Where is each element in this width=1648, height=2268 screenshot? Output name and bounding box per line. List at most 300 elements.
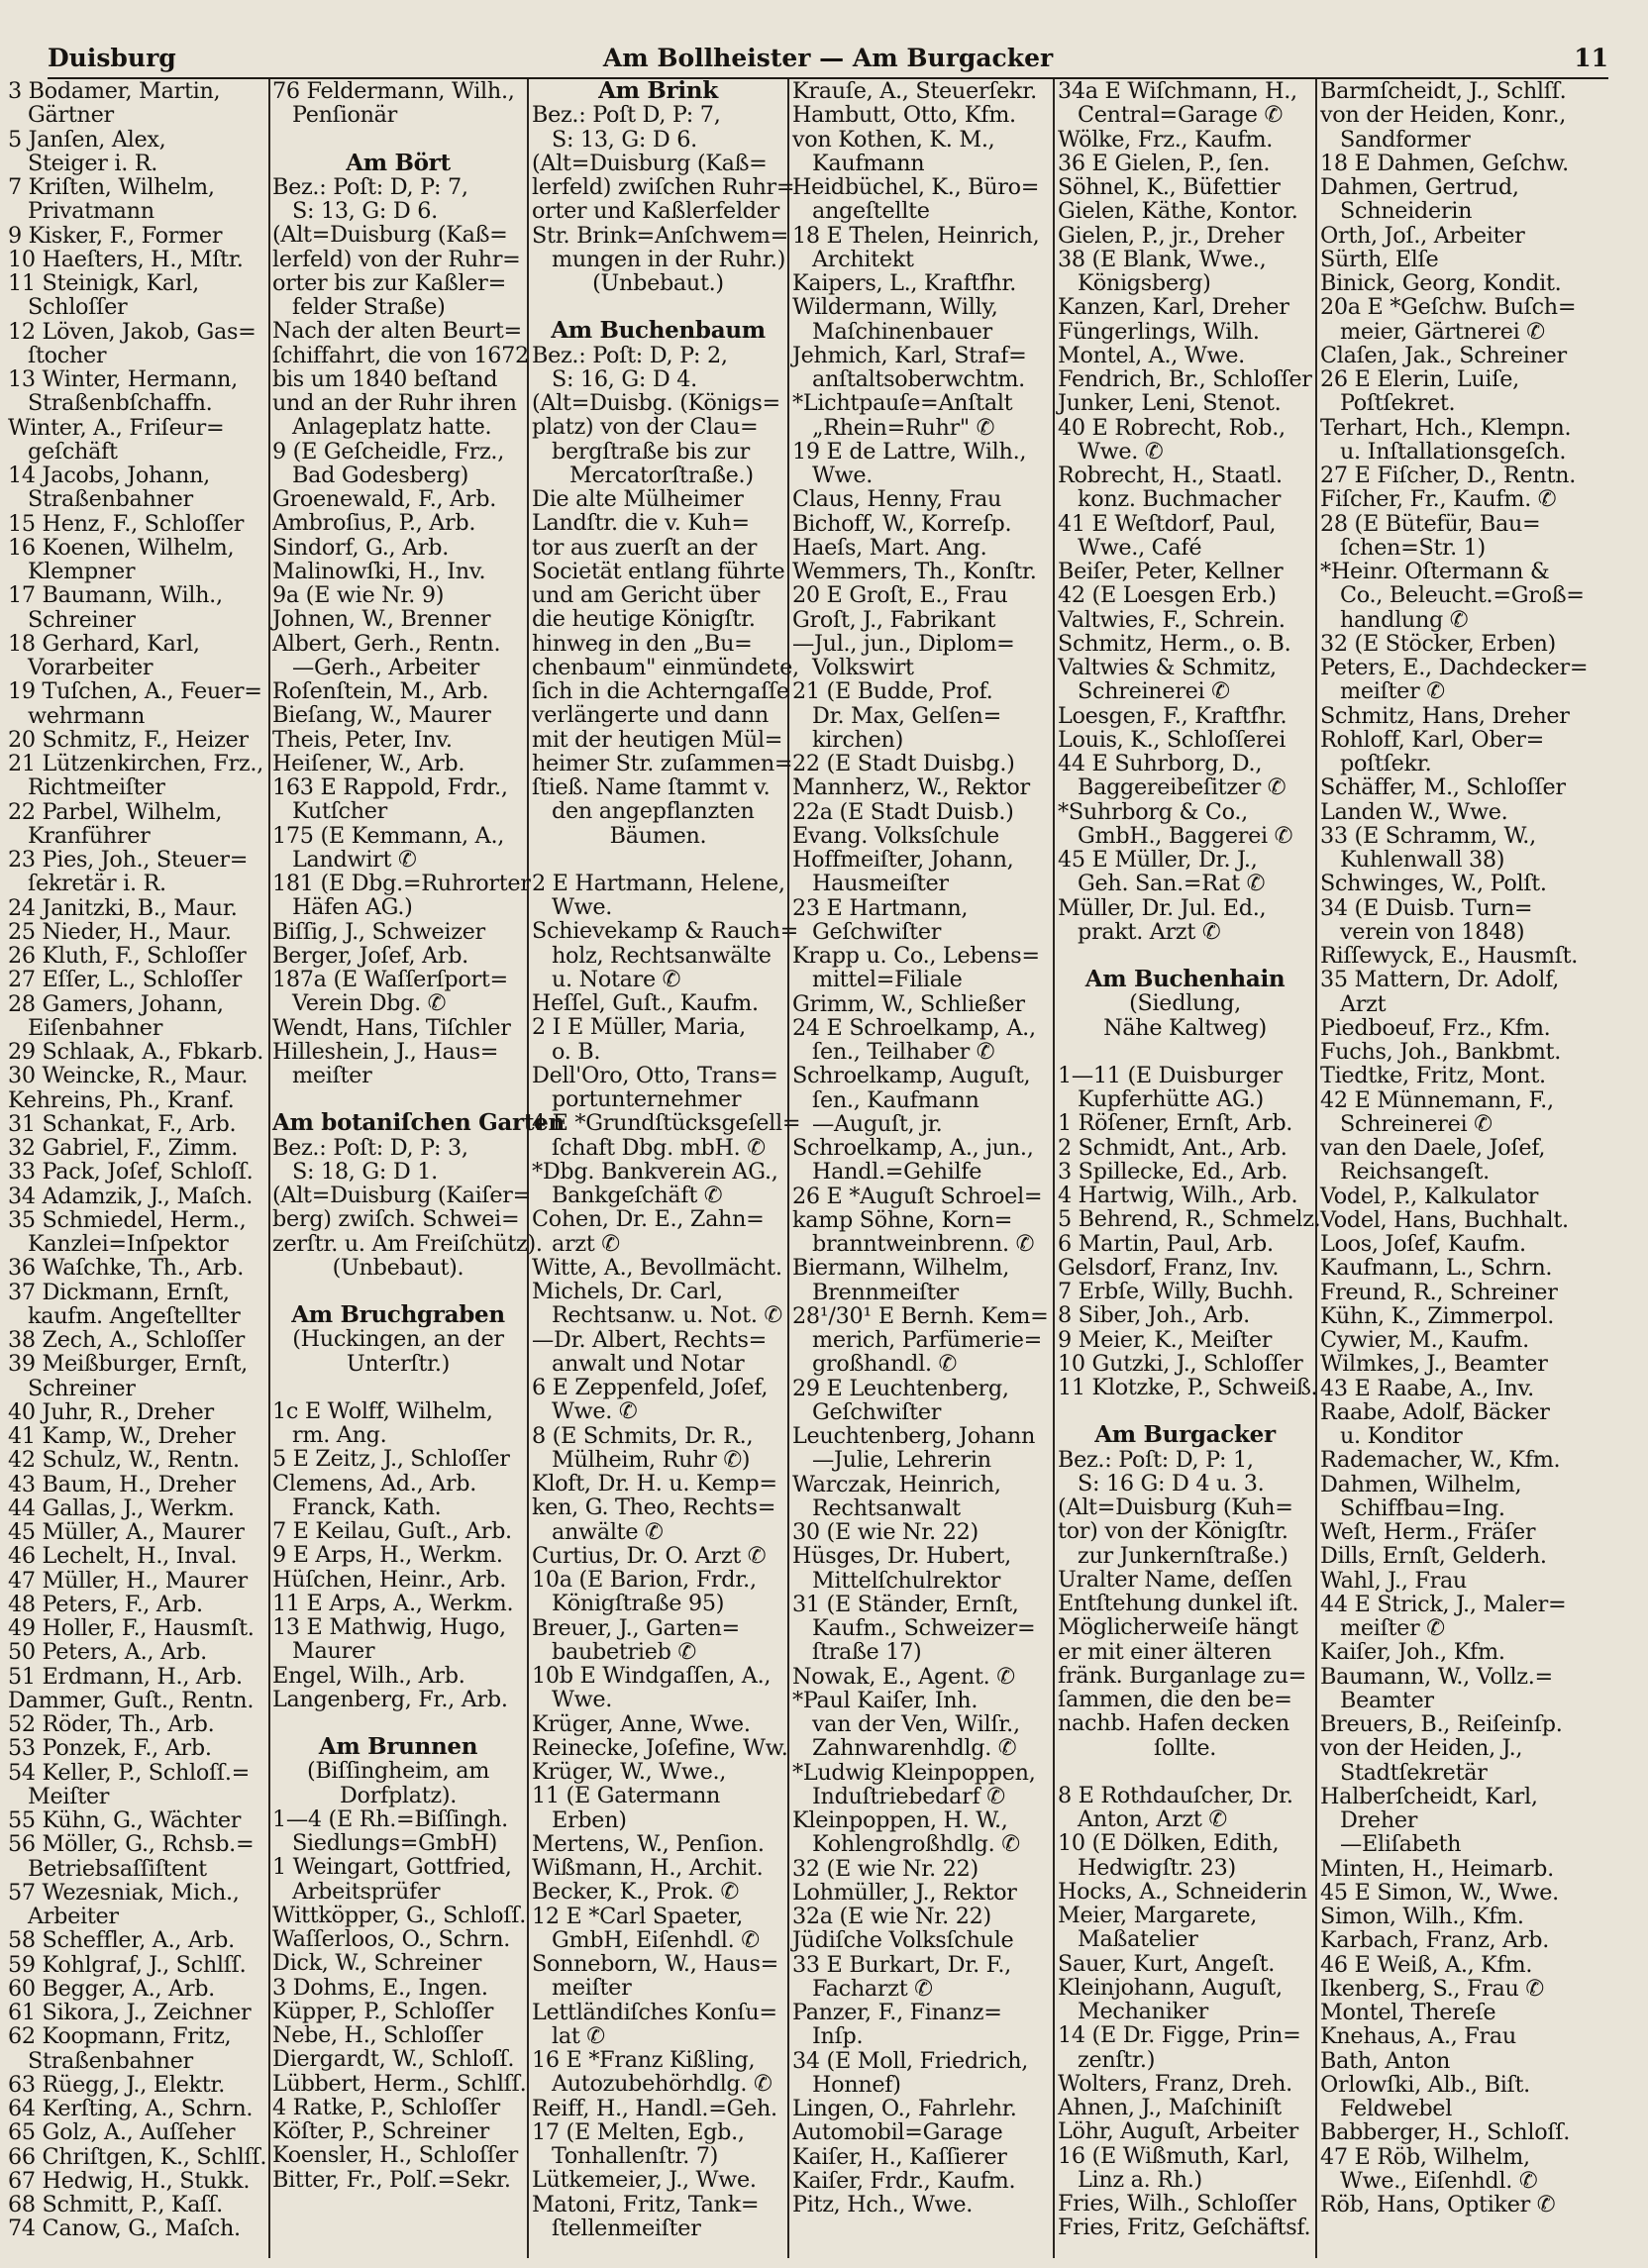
entry-line: Winter, A., Friſeur= [8,414,225,441]
entry-line: Bez.: Poſt: D, P: 7, [272,173,468,200]
entry-line: Central=Garage ✆ [1078,102,1283,129]
entry-line: ſchen=Str. 1) [1340,534,1486,561]
entry-line: Loos, Joſef, Kaufm. [1320,1231,1526,1257]
entry-line: Heiſener, W., Arb. [272,750,465,776]
street-note-line: Bäumen. [609,822,707,849]
entry-line: 46 E Weiß, A., Kfm. [1320,1951,1533,1978]
entry-line: Mittelſchulrektor [812,1567,1001,1594]
entry-line: 42 (E Loesgen Erb.) [1058,582,1277,609]
entry-line: u. Konditor [1340,1423,1463,1449]
entry-line: Diergardt, W., Schloſſ. [272,2046,515,2073]
entry-line: 32a (E wie Nr. 22) [792,1904,991,1929]
entry-line: 38 Zech, A., Schloſſer [8,1327,245,1353]
entry-line: 37 Dickmann, Ernſt, [8,1279,230,1305]
entry-line: 12 Löven, Jakob, Gas= [8,318,257,345]
entry-line: Roſenſtein, M., Arb. [272,678,489,704]
entry-line: Orth, Joſ., Arbeiter [1320,222,1525,249]
entry-line: zerſtr. u. Am Freiſchütz). [272,1230,543,1257]
entry-line: Jüdiſche Volksſchule [792,1927,1014,1954]
entry-line: Feldwebel [1340,2096,1453,2121]
entry-line: Gielen, Käthe, Kontor. [1058,198,1298,225]
entry-line: 5 Behrend, R., Schmelz. [1058,1206,1321,1233]
entry-line: 44 Gallas, J., Werkm. [8,1495,235,1521]
entry-line: 7 Erbſe, Willy, Buchh. [1058,1279,1294,1304]
entry-line: Raabe, Adolf, Bäcker [1320,1398,1550,1425]
street-note-line: Dorfplatz). [339,1782,458,1808]
entry-line: 34 (E Moll, Friedrich, [792,2047,1029,2074]
street-note-line: (Unbebaut.) [592,270,724,296]
entry-line: Koensler, H., Schloſſer [272,2142,519,2169]
entry-line: Kühn, K., Zimmerpol. [1320,1302,1555,1329]
entry-line: 56 Möller, G., Rchsb.= [8,1831,255,1858]
entry-line: mit der heutigen Mül= [532,726,783,753]
entry-line: Leuchtenberg, Johann [792,1423,1036,1449]
entry-line: 59 Kohlgraf, J., Schlſſ. [8,1951,247,1978]
entry-line: Krüger, Anne, Wwe. [532,1710,751,1737]
entry-line: Lettländiſches Konſu= [532,1999,777,2025]
entry-line: Heidbüchel, K., Büro= [792,174,1040,200]
entry-line: Kaipers, L., Kraftfhr. [792,270,1017,296]
entry-line: Maſchinenbauer [812,318,992,345]
directory-column-4 [792,79,1050,2258]
spacer [1058,944,1312,968]
entry-line: Füngerlings, Wilh. [1058,318,1260,345]
entry-line: Theis, Peter, Inv. [272,726,453,753]
entry-line: 50 Peters, A., Arb. [8,1639,207,1666]
street-heading: Am Brunnen [318,1733,478,1760]
entry-line: 181 (E Dbg.=Ruhrorter [272,871,531,896]
entry-line: 32 (E wie Nr. 22) [792,1855,978,1882]
entry-line: Kleinpoppen, H. W., [792,1807,1008,1833]
entry-line: Biſſig, J., Schweizer [272,918,485,945]
entry-line: 52 Röder, Th., Arb. [8,1711,215,1737]
entry-line: Söhnel, K., Büfettier [1058,174,1281,200]
entry-line: Valtwies & Schmitz, [1058,655,1277,680]
entry-line: 36 E Gielen, P., ſen. [1058,150,1271,176]
entry-line: meiſter [552,1975,632,2002]
entry-line: 32 (E Stöcker, Erben) [1320,630,1556,657]
entry-line: Montel, A., Wwe. [1058,342,1245,368]
street-heading: Am Brink [598,77,718,104]
entry-line: Clemens, Ad., Arb. [272,1470,477,1496]
entry-line: holz, Rechtsanwälte [552,942,772,969]
entry-line: Reichsangeſt. [1340,1159,1490,1186]
street-range-title: Am Bollheister — Am Burgacker [602,44,1054,72]
entry-line: 43 E Raabe, A., Inv. [1320,1375,1534,1401]
entry-line: Hoffmeiſter, Johann, [792,847,1014,873]
entry-line: Kaufmann [812,150,925,176]
entry-line: anwälte ✆ [552,1518,664,1545]
entry-line: Baggereibeſitzer ✆ [1078,774,1287,801]
entry-line: Sauer, Kurt, Angeſt. [1058,1950,1276,1977]
entry-line: 13 E Mathwig, Hugo, [272,1614,506,1640]
entry-line: Röb, Hans, Optiker ✆ [1320,2192,1556,2217]
entry-line: Evang. Volksſchule [792,822,999,849]
entry-line: Fiſcher, Fr., Kaufm. ✆ [1320,486,1557,513]
entry-line: —Dr. Albert, Rechts= [532,1326,767,1353]
entry-line: Maßatelier [1078,1926,1198,1953]
entry-line: *Heinr. Oſtermann & [1320,559,1550,584]
entry-line: Volkswirt [812,655,914,680]
spacer [272,128,524,152]
entry-line: Penſionär [292,102,397,129]
entry-line: 1—11 (E Duisburger [1058,1062,1283,1088]
entry-line: Schroelkamp, A., jun., [792,1135,1034,1161]
entry-line: Schäffer, M., Schloſſer [1320,774,1566,801]
entry-line: 40 E Robrecht, Rob., [1058,414,1286,441]
entry-line: Nebe, H., Schloſſer [272,2022,483,2048]
entry-line: Michels, Dr. Carl, [532,1279,723,1304]
entry-line: 9 Kisker, F., Former [8,222,223,249]
entry-line: Claſen, Jak., Schreiner [1320,342,1567,368]
entry-line: die heutige Königſtr. [532,606,756,633]
entry-line: kirchen) [812,726,904,753]
entry-line: 17 Baumann, Wilh., [8,582,223,609]
entry-line: platz) von der Clau= [532,414,759,441]
entry-line: handlung ✆ [1340,606,1469,633]
entry-line: Siedlungs=GmbH) [292,1830,497,1856]
entry-line: meiſter ✆ [1340,1615,1445,1641]
entry-line: Handl.=Gehilfe [812,1159,982,1186]
entry-line: Facharzt ✆ [812,1975,933,2002]
entry-line: 8 E Rothdauſcher, Dr. [1058,1782,1293,1808]
entry-line: Breuers, B., Reiſeinſp. [1320,1711,1563,1737]
directory-column-2 [272,78,565,2258]
entry-line: Häfen AG.) [292,894,413,921]
entry-line: 20a E *Geſchw. Buſch= [1320,294,1577,321]
entry-line: 31 Schankat, F., Arb. [8,1110,237,1137]
entry-line: Freund, R., Schreiner [1320,1279,1558,1305]
entry-line: Peters, E., Dachdecker= [1320,655,1589,680]
entry-line: 187a (E Waſſerſport= [272,967,508,992]
entry-line: 4 Hartwig, Wilh., Arb. [1058,1183,1298,1208]
entry-line: Beamter [1340,1687,1434,1713]
entry-line: 21 (E Budde, Prof. [792,678,993,705]
entry-line: 21 Lützenkirchen, Frz., [8,751,263,776]
entry-line: Wilmkes, J., Beamter [1320,1351,1548,1378]
entry-line: 13 Winter, Hermann, [8,366,238,392]
entry-line: Karbach, Franz, Arb. [1320,1927,1550,1954]
entry-line: 3 Bodamer, Martin, [8,78,221,104]
entry-line: o. B. [552,1038,601,1065]
entry-line: S: 18, G: D 1. [292,1158,438,1185]
entry-line: Riſſewyck, E., Hausmſt. [1320,943,1579,969]
entry-line: 33 E Burkart, Dr. F., [792,1951,1011,1978]
entry-line: 17 (E Melten, Egb., [532,2118,745,2145]
entry-line: 44 E Suhrborg, D., [1058,751,1263,776]
entry-line: Wolters, Franz, Dreh. [1058,2070,1292,2097]
entry-line: Straßenbſchaffn. [28,390,213,417]
entry-line: 2 I E Müller, Maria, [532,1014,746,1041]
entry-line: 19 E de Lattre, Wilh., [792,438,1027,464]
entry-line: Kaufmann, L., Schrn. [1320,1255,1553,1282]
entry-line: Bankgeſchäft ✆ [552,1183,723,1208]
entry-line: Anton, Arzt ✆ [1078,1806,1227,1832]
entry-line: portunternehmer [552,1086,742,1112]
entry-line: Hüsges, Dr. Hubert, [792,1543,1011,1570]
entry-line: 2 E Hartmann, Helene, [532,870,785,896]
entry-line: Betriebsaſſiſtent [28,1855,207,1882]
entry-line: Schmitz, Herm., o. B. [1058,630,1291,657]
entry-line: ſchiffahrt, die von 1672 [272,342,529,368]
entry-line: Geſchwiſter [812,1398,942,1425]
entry-line: (Alt=Duisbg. (Königs= [532,390,780,416]
entry-line: Terhart, Hch., Klempn. [1320,414,1572,441]
entry-line: ſen., Teilhaber ✆ [812,1039,995,1065]
entry-line: 34a E Wiſchmann, H., [1058,78,1297,104]
entry-line: 45 E Müller, Dr. J., [1058,847,1258,873]
entry-line: Hüſchen, Heinr., Arb. [272,1566,507,1593]
entry-line: Waſſerloos, O., Schrn. [272,1926,511,1952]
entry-line: Kloft, Dr. H. u. Kemp= [532,1471,777,1496]
entry-line: anwalt und Notar [552,1350,745,1377]
entry-line: 8 Siber, Joh., Arb. [1058,1302,1250,1329]
spacer [1058,1760,1312,1784]
entry-line: S: 16 G: D 4 u. 3. [1078,1470,1265,1496]
entry-line: Loesgen, F., Kraftfhr. [1058,702,1288,729]
entry-line: 32 Gabriel, F., Zimm. [8,1135,239,1161]
entry-line: meiſter ✆ [1340,678,1445,705]
entry-line: 18 E Dahmen, Geſchw. [1320,150,1569,176]
entry-line: Uralter Name, deſſen [1058,1566,1292,1593]
entry-line: Bez.: Poſt: D, P: 3, [272,1134,468,1161]
entry-line: Orlowſki, Alb., Biſt. [1320,2071,1530,2098]
entry-line: Krüger, W., Wwe., [532,1759,727,1785]
entry-line: *Paul Kaiſer, Inh. [792,1687,978,1713]
entry-line: Piedboeuf, Frz., Kfm. [1320,1014,1551,1041]
entry-line: 24 Janitzki, B., Maur. [8,894,238,921]
entry-line: 62 Koopmann, Fritz, [8,2023,232,2050]
entry-line: Kranführer [28,822,151,849]
entry-line: 28¹/30¹ E Bernh. Kem= [792,1302,1049,1329]
directory-column-5 [1058,78,1321,2258]
entry-line: Dills, Ernſt, Gelderh. [1320,1543,1547,1570]
entry-line: Reiff, H., Handl.=Geh. [532,2095,777,2121]
entry-line: Montel, Thereſe [1320,2000,1496,2025]
street-heading: Am Bruchgraben [291,1301,505,1328]
entry-line: 33 Pack, Joſef, Schloſſ. [8,1159,254,1186]
entry-line: Wemmers, Th., Konſtr. [792,559,1037,584]
entry-line: von Kothen, K. M., [792,126,995,153]
entry-line: 67 Hedwig, H., Stukk. [8,2167,251,2194]
spacer [272,1711,524,1735]
entry-line: —Eliſabeth [1340,1831,1462,1858]
entry-line: Wwe. [812,463,874,488]
entry-line: Köſter, P., Schreiner [272,2118,490,2144]
entry-line: Wwe., Café [1078,534,1202,561]
entry-line: fränk. Burganlage zu= [1058,1662,1307,1689]
entry-line: Lübbert, Herm., Schlſſ. [272,2070,527,2097]
entry-line: geſchäft [28,438,118,464]
entry-line: ſen., Kaufmann [812,1086,979,1113]
entry-line: Steiger i. R. [28,150,158,176]
entry-line: Hilleshein, J., Haus= [272,1038,499,1065]
entry-line: 14 Jacobs, Johann, [8,463,210,488]
entry-line: von der Heiden, Konr., [1320,102,1567,129]
street-note-line: (Huckingen, an der [292,1326,504,1353]
entry-line: (Alt=Duisburg (Kaiſer= [272,1183,532,1208]
entry-line: Simon, Wilh., Kfm. [1320,1904,1524,1929]
entry-line: van der Ven, Wilſr., [812,1711,1020,1737]
entry-line: ken, G. Theo, Rechts= [532,1495,776,1521]
entry-line: Löhr, Auguſt, Arbeiter [1058,2118,1299,2145]
entry-line: Babberger, H., Schloſſ. [1320,2119,1571,2146]
entry-line: verlängerte und dann [532,702,769,729]
entry-line: Minten, H., Heimarb. [1320,1855,1554,1882]
entry-line: 35 Schmiedel, Herm., [8,1206,247,1233]
entry-line: Brennmeiſter [812,1279,959,1305]
entry-line: Kutſcher [292,798,388,825]
entry-line: 11 (E Gatermann [532,1783,721,1809]
entry-line: S: 13, G: D 6. [292,198,438,224]
street-heading: Am Buchenhain [1084,966,1286,992]
entry-line: Tiedtke, Fritz, Mont. [1320,1063,1546,1089]
entry-line: Krapp u. Co., Lebens= [792,943,1040,969]
entry-line: Eiſenbahner [28,1014,163,1041]
entry-line: merich, Parfümerie= [812,1327,1043,1353]
entry-line: Schreinerei ✆ [1340,1110,1493,1137]
entry-line: 10 Haeſters, H., Mſtr. [8,246,244,272]
entry-line: Wwe. [552,1687,613,1713]
spacer [1058,1040,1312,1064]
entry-line: berg) zwiſch. Schwei= [272,1206,520,1233]
entry-line: —Julie, Lehrerin [812,1447,991,1474]
street-note-line: (Siedlung, [1129,990,1241,1017]
entry-line: 175 (E Kemmann, A., [272,822,505,849]
entry-line: heimer Str. zuſammen= [532,750,793,776]
entry-line: 29 E Leuchtenberg, [792,1375,1009,1401]
entry-line: ſammen, die den be= [1058,1687,1292,1712]
street-heading: Am Burgacker [1094,1421,1276,1449]
entry-line: Fries, Wilh., Schloſſer [1058,2191,1296,2216]
entry-line: 46 Lechelt, H., Inval. [8,1543,238,1570]
entry-line: branntweinbrenn. ✆ [812,1231,1034,1257]
entry-line: Cohen, Dr. E., Zahn= [532,1206,765,1233]
entry-line: Dreher [1340,1807,1418,1833]
entry-line: 26 Kluth, F., Schloſſer [8,943,247,969]
entry-line: Geh. San.=Rat ✆ [1078,871,1266,897]
entry-line: 60 Begger, A., Arb. [8,1975,215,2002]
entry-line: Honnef) [812,2071,901,2098]
entry-line: anſtaltsoberwchtm. [812,366,1025,392]
entry-line: 48 Peters, F., Arb. [8,1591,203,1617]
entry-line: 58 Scheffler, A., Arb. [8,1927,235,1954]
entry-line: und am Gericht über [532,582,761,608]
entry-line: Kanzlei=Inſpektor [28,1231,229,1257]
entry-line: Johnen, W., Brenner [272,606,491,633]
entry-line: 22a (E Stadt Duisb.) [792,798,1014,825]
entry-line: Linz a. Rh.) [1078,2166,1202,2193]
entry-line: Schreiner [28,606,136,633]
entry-line: Baumann, W., Vollz.= [1320,1663,1553,1690]
entry-line: Wwe. ✆ [552,1398,638,1425]
entry-line: Architekt [812,246,914,272]
entry-line: Str. Brink=Anſchwem= [532,222,789,249]
entry-line: Rechtsanw. u. Not. ✆ [552,1302,782,1329]
entry-line: Societät entlang führte [532,558,785,584]
entry-line: Straßenbahner [28,2047,193,2074]
entry-line: Schiffbau=Ing. [1340,1495,1505,1521]
entry-line: großhandl. ✆ [812,1351,957,1378]
entry-line: Kehreins, Ph., Kranf. [8,1086,235,1113]
entry-line: 74 Canow, G., Maſch. [8,2216,241,2242]
entry-line: Pitz, Hch., Wwe. [792,2192,974,2217]
entry-line: Schreinerei ✆ [1078,678,1230,705]
entry-line: Nowak, E., Agent. ✆ [792,1663,1015,1690]
entry-line: 24 E Schroelkamp, A., [792,1014,1036,1041]
entry-line: 27 E Fiſcher, D., Rentn. [1320,463,1576,488]
entry-line: Arbeitsprüfer [292,1878,441,1905]
entry-line: Kaiſer, H., Kaſſierer [792,2143,1007,2170]
entry-line: Klempner [28,559,136,584]
entry-line: Kanzen, Karl, Dreher [1058,294,1289,321]
entry-line: Privatmann [28,198,154,225]
entry-line: Hambutt, Otto, Kfm. [792,102,1016,129]
entry-line: Schmitz, Hans, Dreher [1320,702,1570,729]
entry-line: Stadtſekretär [1340,1759,1488,1786]
entry-line: Geſchwiſter [812,918,942,945]
entry-line: Die alte Mülheimer [532,486,744,512]
entry-line: 55 Kühn, G., Wächter [8,1807,242,1833]
entry-line: ſtraße 17) [812,1639,922,1666]
street-heading: Am Buchenbaum [551,317,766,345]
entry-line: 26 E Elerin, Luiſe, [1320,366,1519,392]
entry-line: Groenewald, F., Arb. [272,486,496,512]
entry-line: wehrmann [28,702,146,729]
spacer [1058,1399,1312,1423]
entry-line: Kaufm., Schweizer= [812,1615,1036,1641]
entry-line: Meier, Margarete, [1058,1903,1258,1928]
entry-line: 41 E Weſtdorf, Paul, [1058,510,1277,537]
entry-line: Rademacher, W., Kfm. [1320,1447,1561,1474]
entry-line: Franck, Kath. [292,1494,442,1520]
entry-line: 29 Schlaak, A., Fbkarb. [8,1039,264,1065]
entry-line: Anlageplatz hatte. [292,414,492,441]
entry-line: ſekretär i. R. [28,871,166,897]
entry-line: Schreiner [28,1375,136,1401]
entry-line: Induſtriebedarf ✆ [812,1783,1005,1809]
entry-line: Dick, W., Schreiner [272,1950,482,1977]
entry-line: chenbaum" einmündete, [532,654,799,680]
entry-line: Bitter, Fr., Polſ.=Sekr. [272,2166,511,2193]
entry-line: tor aus zuerſt an der [532,534,758,561]
entry-line: ſtieß. Name ſtammt v. [532,774,771,800]
entry-line: Arzt [1340,990,1387,1017]
entry-line: 44 E Strick, J., Maler= [1320,1591,1567,1617]
entry-line: Kohlengroßhdlg. ✆ [812,1831,1020,1858]
entry-line: Lohmüller, J., Rektor [792,1879,1017,1906]
entry-line: Poſtſekret. [1340,390,1456,417]
entry-line: Kuhlenwall 38) [1340,847,1505,873]
entry-line: Bieſang, W., Maurer [272,702,491,729]
entry-line: ſtellenmeiſter [552,2215,701,2241]
street-heading: Am Bört [346,149,451,176]
entry-line: zenſtr.) [1078,2046,1156,2073]
entry-line: *Suhrborg & Co., [1058,798,1248,825]
entry-line: 28 Gamers, Johann, [8,990,224,1017]
entry-line: Lütkemeier, J., Wwe. [532,2167,757,2194]
entry-line: Wwe. [552,894,613,920]
entry-line: 11 Steinigk, Karl, [8,270,199,296]
entry-line: 5 E Zeitz, J., Schloſſer [272,1446,510,1473]
entry-line: 5 Janſen, Alex, [8,126,166,153]
entry-line: —Jul., jun., Diplom= [792,630,1015,657]
entry-line: —Auguſt, jr. [812,1110,943,1137]
entry-line: 9 Meier, K., Meiſter [1058,1326,1273,1353]
entry-line: mungen in der Ruhr.) [552,246,786,272]
entry-line: 63 Rüegg, J., Elektr. [8,2071,226,2098]
entry-line: 16 E *Franz Kißling, [532,2047,756,2073]
